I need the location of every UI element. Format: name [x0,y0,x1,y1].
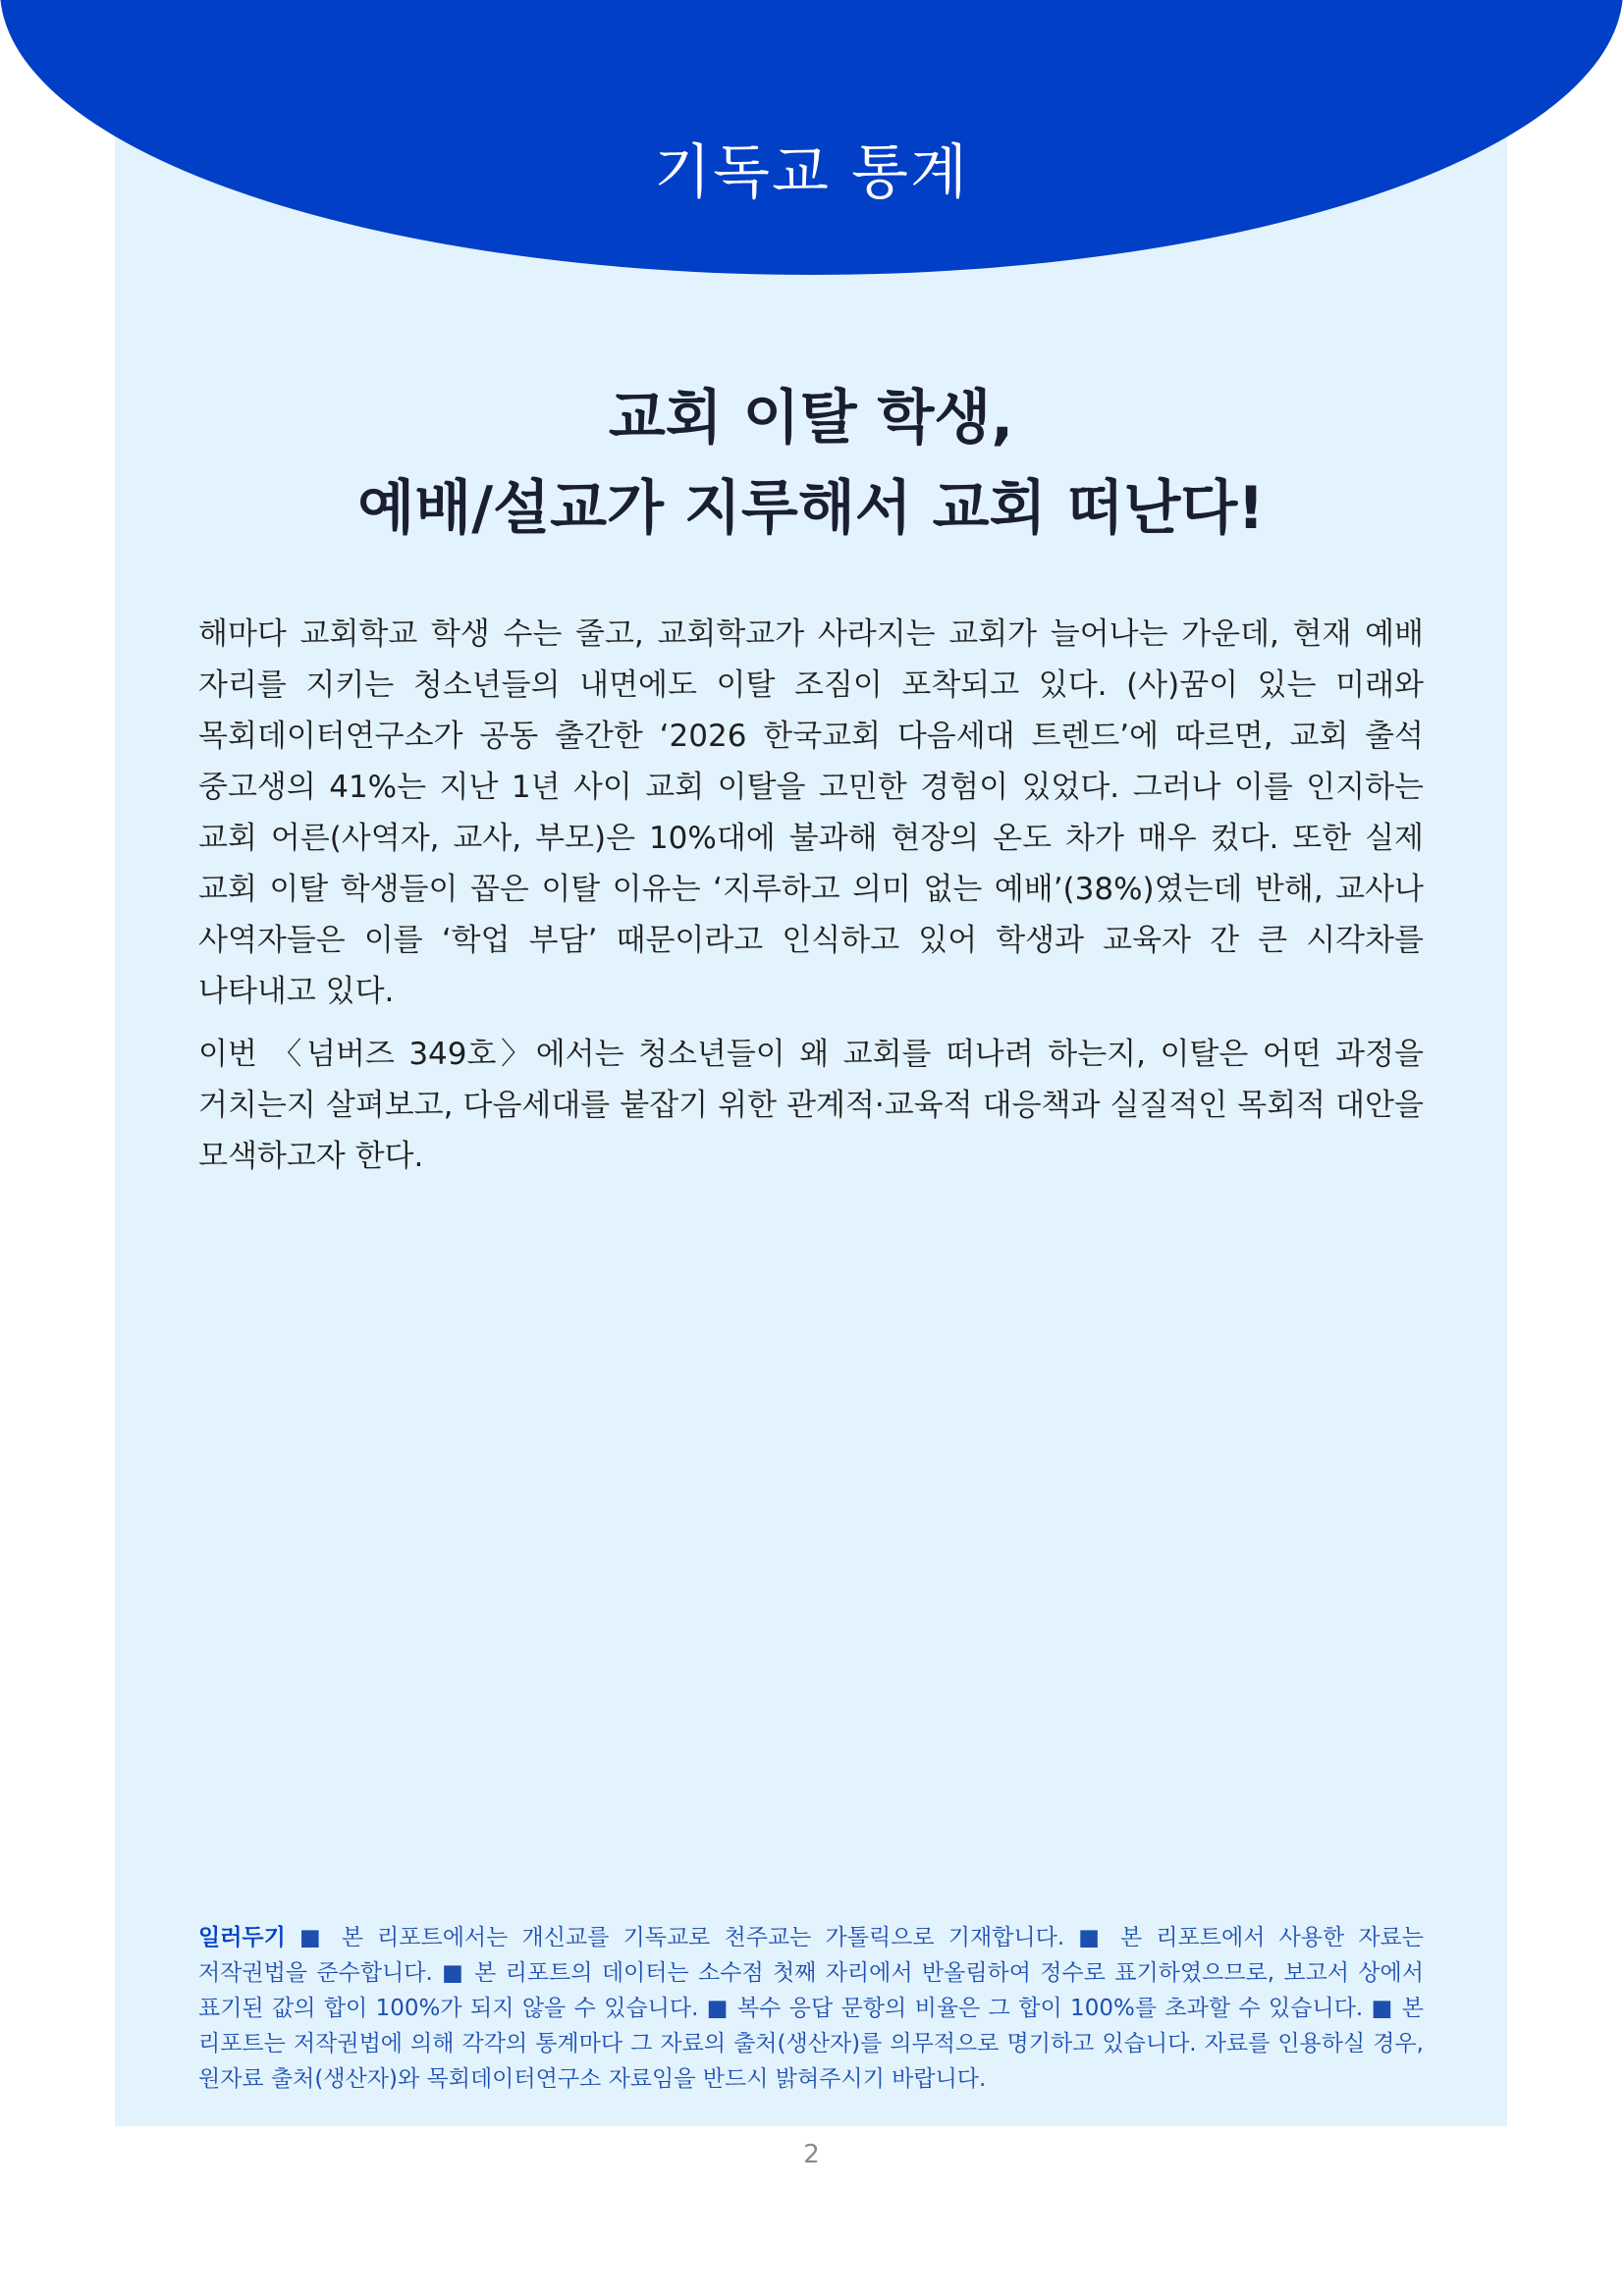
notes-label: 일러두기 [198,1925,286,1950]
article-title [115,373,1507,554]
article-title-line-2: 예배/설교가 지루해서 교회 떠난다! [357,474,1265,543]
notes-text: ■ 본 리포트에서는 개신교를 기독교로 천주교는 가톨릭으로 기재합니다. ■ 본 리포트에서 사용한 자료는 저작권법을 준수합니다. ■ 본 리포트의 데이터는 소수점 첫째 자리에서 반올림하여 정수로 표기하였으므로, 보고서 상에서 표기된 값의 합이 100%가 되지 않을 수 있습니다. ■ 복수 응답 문항의 비율은 그 합이 100%를 초과할 수 있습니다. ■ 본 리포트는 저작권법에 의해 각각의 통계마다 그 자료의 출처(생산자)를 의무적으로 명기하고 있습니다. 자료를 인용하실 경우, 원자료 출처(생산자)와 목회데이터연구소 자료임을 반드시 밝혀주시기 바랍니다. [198,1925,1424,2092]
article-paragraph: 해마다 교회학교 학생 수는 줄고, 교회학교가 사라지는 교회가 늘어나는 가운데, 현재 예배 자리를 지키는 청소년들의 내면에도 이탈 조짐이 포착되고 있다. (사)꿈이 있는 미래와 목회데이터연구소가 공동 출간한 ‘2026 한국교회 다음세대 트렌드’에 따르면, 교회 출석 중고생의 41%는 지난 1년 사이 교회 이탈을 고민한 경험이 있었다. 그러나 이를 인지하는 교회 어른(사역자, 교사, 부모)은 10%대에 불과해 현장의 온도 차가 매우 컸다. 또한 실제 교회 이탈 학생들이 꼽은 이탈 이유는 ‘지루하고 의미 없는 예배’(38%)였는데 반해, 교사나 사역자들은 이를 ‘학업 부담’ 때문이라고 인식하고 있어 학생과 교육자 간 큰 시각차를 나타내고 있다. [198,616,1424,1009]
article-title-line-1: 교회 이탈 학생, [608,384,1014,453]
page-number: 2 [803,2140,820,2169]
section-title: 기독교 통계 [654,138,969,207]
article-body [198,609,1424,1194]
notes-section [198,1920,1424,2097]
article-paragraph: 이번 〈넘버즈 349호〉에서는 청소년들이 왜 교회를 떠나려 하는지, 이탈은 어떤 과정을 거치는지 살펴보고, 다음세대를 붙잡기 위한 관계적·교육적 대응책과 실질적인 목회적 대안을 모색하고자 한다. [198,1037,1424,1174]
